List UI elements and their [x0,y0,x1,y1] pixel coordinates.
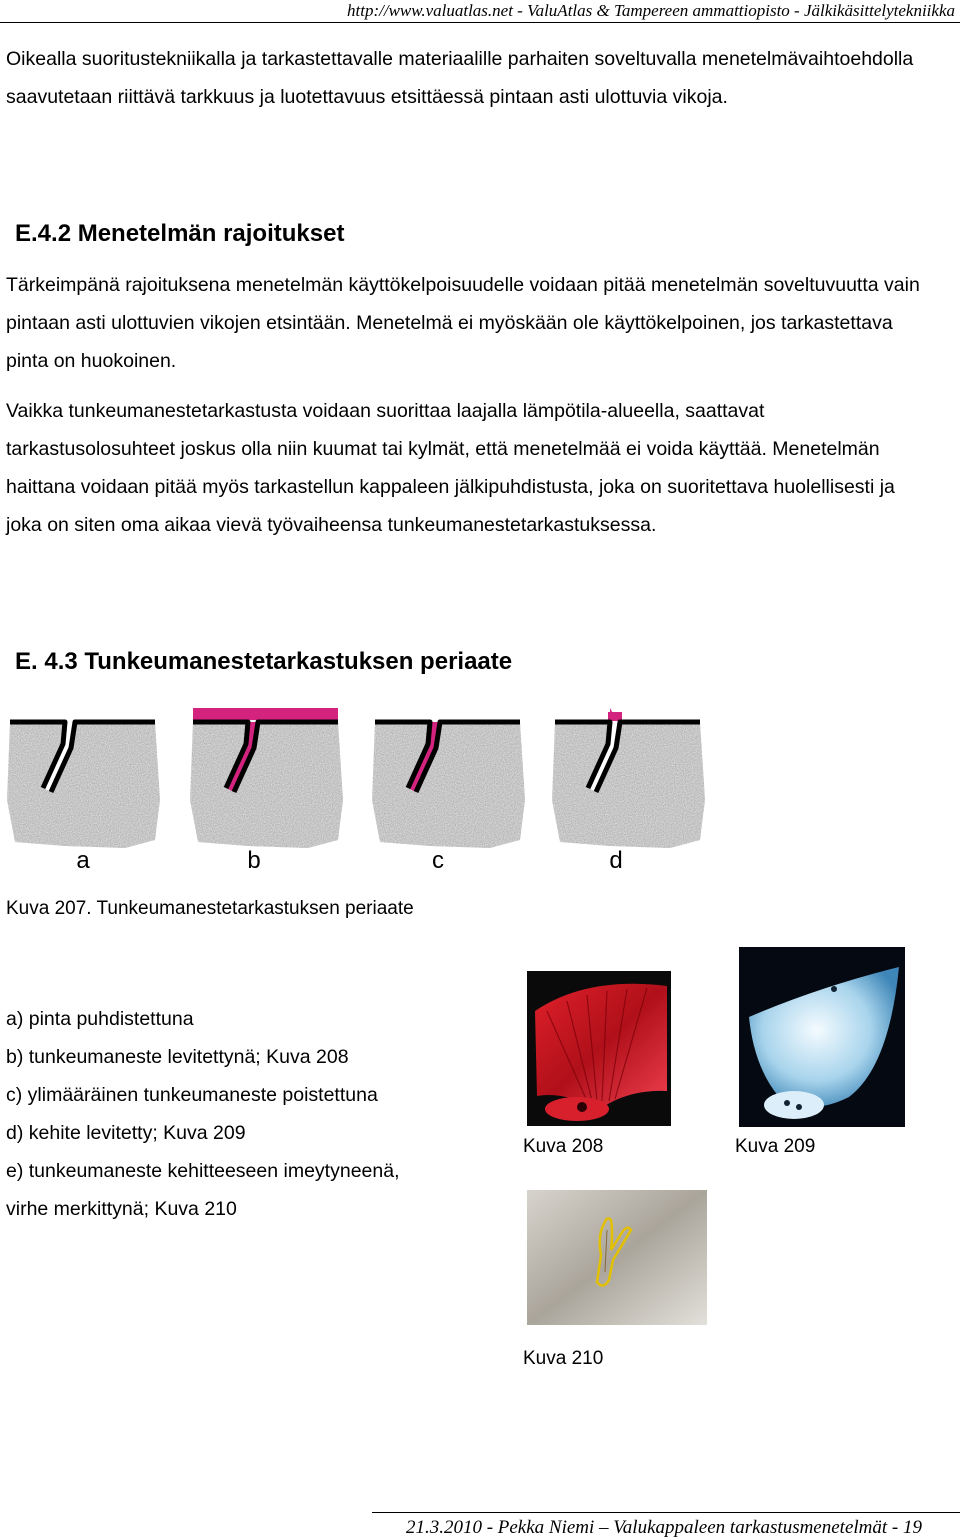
list-item: a) pinta puhdistettuna [6,1008,194,1030]
figure-208-caption: Kuva 208 [523,1136,604,1157]
specimen-a [5,720,165,855]
list-item: b) tunkeumaneste levitettynä; Kuva 208 [6,1046,349,1068]
process-steps-list [6,1000,400,1228]
photo-kuva-210 [527,1190,707,1325]
specimen-b [188,708,348,855]
footer-text: 21.3.2010 - Pekka Niemi – Valukappaleen tarkastusmenetelmät - 19 [405,1517,922,1538]
diagram-label-c: c [432,847,444,874]
section-heading-principle: E. 4.3 Tunkeumanestetarkastuksen periaate [15,648,513,675]
specimen-d [550,708,710,855]
figure-209-caption: Kuva 209 [735,1136,816,1157]
limitations-paragraph-1: Tärkeimpänä rajoituksena menetelmän käyttökelpoisuudelle voidaan pitää menetelmän soveltuvuutta vain pintaan asti ulottuvien vikojen etsintään. Menetelmä ei myöskään ole käyttökelpoinen, jos tarkastettava pinta on huokoinen. [6,274,920,372]
section-heading-limitations: E.4.2 Menetelmän rajoitukset [15,220,345,247]
list-item: d) kehite levitetty; Kuva 209 [6,1122,246,1144]
penetrant-principle-diagram [0,700,720,880]
list-item: e) tunkeumaneste kehitteeseen imeytyneenä, [6,1160,400,1182]
list-item: c) ylimääräinen tunkeumaneste poistettuna [6,1084,378,1106]
limitations-paragraph-2: Vaikka tunkeumanestetarkastusta voidaan suorittaa laajalla lämpötila-alueella, saattavat tarkastusolosuhteet joskus olla niin kuumat tai kylmät, että menetelmää ei voida käyttää. Menetelmän haittana voidaan pitää myös tarkastellun kappaleen jälkipuhdistusta, joka on suoritettava huolellisesti ja joka on siten oma aikaa vievä työvaiheensa tunkeumanestetarkastuksessa. [6,400,895,536]
intro-paragraph: Oikealla suoritustekniikalla ja tarkastettavalle materiaalille parhaiten soveltuvalla menetelmävaihtoehdolla saavutetaan riittävä tarkkuus ja luotettavuus etsittäessä pintaan asti ulottuvia vikoja. [6,48,914,108]
figure-207-caption: Kuva 207. Tunkeumanestetarkastuksen periaate [6,898,414,919]
page-footer [372,1512,960,1538]
list-item: virhe merkittynä; Kuva 210 [6,1198,237,1220]
penetrant-layer [193,708,338,720]
photo-kuva-209 [739,947,905,1127]
specimen-c [370,720,530,855]
figure-210-caption: Kuva 210 [523,1348,604,1369]
diagram-label-a: a [76,847,90,874]
photo-kuva-208 [527,971,671,1126]
diagram-label-b: b [247,847,261,874]
header-url-text: http://www.valuatlas.net - ValuAtlas & Tampereen ammattiopisto - Jälkikäsittelytekniikka [347,1,955,20]
diagram-label-d: d [609,847,623,874]
page-header [0,0,960,23]
